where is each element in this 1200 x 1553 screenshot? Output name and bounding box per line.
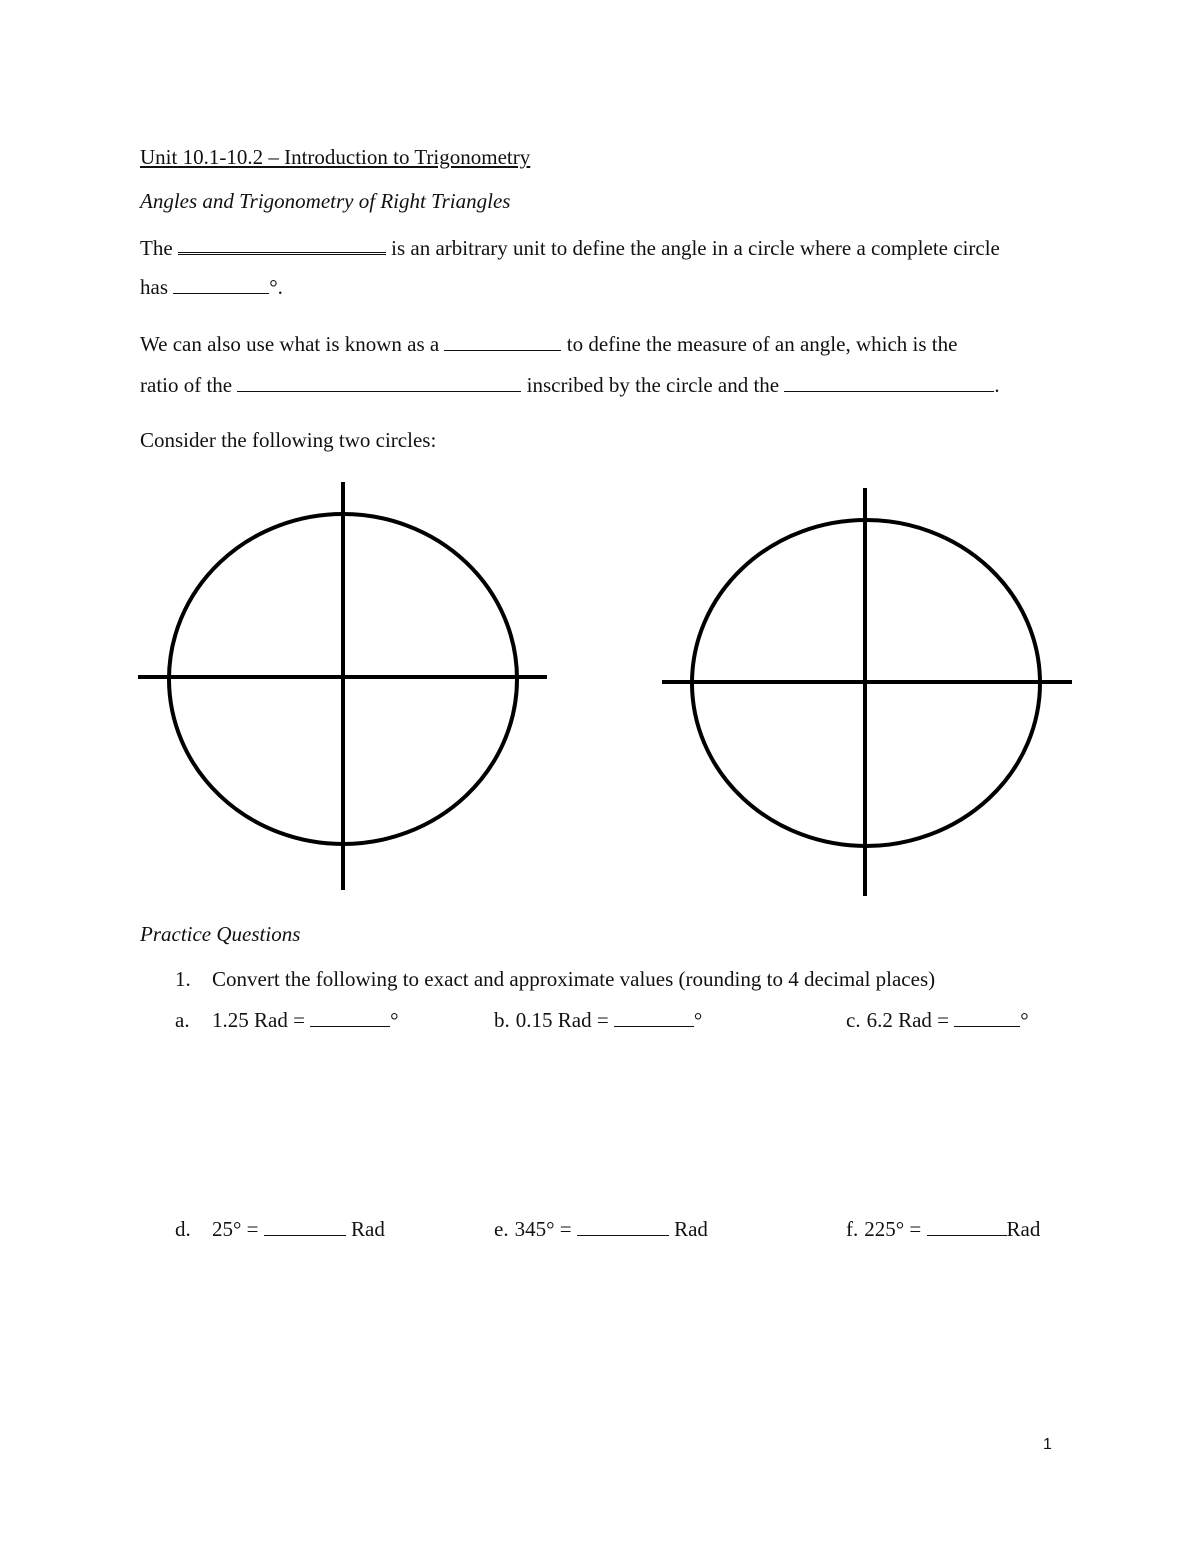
question-item-b [494, 1007, 702, 1033]
answer-blank[interactable] [614, 1007, 694, 1027]
item-label: f. [846, 1217, 859, 1241]
item-unit: Rad [351, 1217, 385, 1241]
text-fragment: to define the measure of an angle, which is the [566, 332, 958, 356]
item-label: c. [846, 1008, 861, 1032]
answer-blank[interactable] [310, 1007, 390, 1027]
item-unit: Rad [674, 1217, 708, 1241]
question-item-a [175, 1007, 399, 1033]
practice-heading: Practice Questions [140, 922, 301, 946]
answer-blank[interactable] [264, 1216, 346, 1236]
circle-diagram-left [136, 480, 550, 894]
answer-blank[interactable] [954, 1007, 1020, 1027]
item-unit: ° [1020, 1008, 1029, 1032]
item-unit: ° [693, 1008, 703, 1032]
section-subtitle: Angles and Trigonometry of Right Triangles [140, 189, 511, 213]
item-label: d. [175, 1217, 191, 1241]
fill-in-blank[interactable] [178, 233, 386, 255]
text-fragment: We can also use what is known as a [140, 332, 440, 356]
consider-circles-text: Consider the following two circles: [140, 428, 437, 452]
text-fragment: °. [269, 275, 283, 299]
circle-diagram-right [660, 486, 1074, 900]
item-label: a. [175, 1008, 190, 1032]
item-label: e. [494, 1217, 509, 1241]
question-item-c [846, 1007, 1029, 1033]
fill-in-blank[interactable] [173, 274, 269, 294]
page-number: 1 [1043, 1436, 1052, 1453]
item-unit: ° [390, 1008, 399, 1032]
question-item-d [175, 1216, 385, 1242]
text-fragment: . [994, 373, 1000, 397]
fill-in-blank[interactable] [784, 372, 994, 392]
question-item-e [494, 1216, 708, 1242]
text-fragment: inscribed by the circle and the [526, 373, 780, 397]
item-label: b. [494, 1008, 510, 1032]
question-number: 1. [175, 967, 191, 991]
paragraph-radian-line-2 [140, 372, 1000, 398]
fill-in-blank[interactable] [237, 372, 521, 392]
page-title: Unit 10.1-10.2 – Introduction to Trigonometry [140, 145, 531, 169]
text-fragment: is an arbitrary unit to define the angle in a circle where a complete circle [391, 236, 1000, 260]
paragraph-degree-line-1 [140, 233, 1000, 261]
answer-blank[interactable] [927, 1216, 1007, 1236]
text-fragment: ratio of the [140, 373, 233, 397]
answer-blank[interactable] [577, 1216, 669, 1236]
item-expression: 225° = [864, 1217, 922, 1241]
item-expression: 345° = [514, 1217, 572, 1241]
text-fragment: has [140, 275, 168, 299]
paragraph-radian-line-1 [140, 331, 957, 357]
paragraph-degree-line-2 [140, 274, 283, 300]
question-text: Convert the following to exact and approximate values (rounding to 4 decimal places) [212, 967, 936, 991]
item-expression: 1.25 Rad = [212, 1008, 305, 1032]
question-1 [175, 966, 935, 992]
item-expression: 0.15 Rad = [515, 1008, 609, 1032]
question-item-f [846, 1216, 1040, 1242]
item-expression: 25° = [212, 1217, 259, 1241]
item-expression: 6.2 Rad = [866, 1008, 949, 1032]
text-fragment: The [140, 236, 173, 260]
item-unit: Rad [1006, 1217, 1041, 1241]
fill-in-blank[interactable] [444, 331, 561, 351]
